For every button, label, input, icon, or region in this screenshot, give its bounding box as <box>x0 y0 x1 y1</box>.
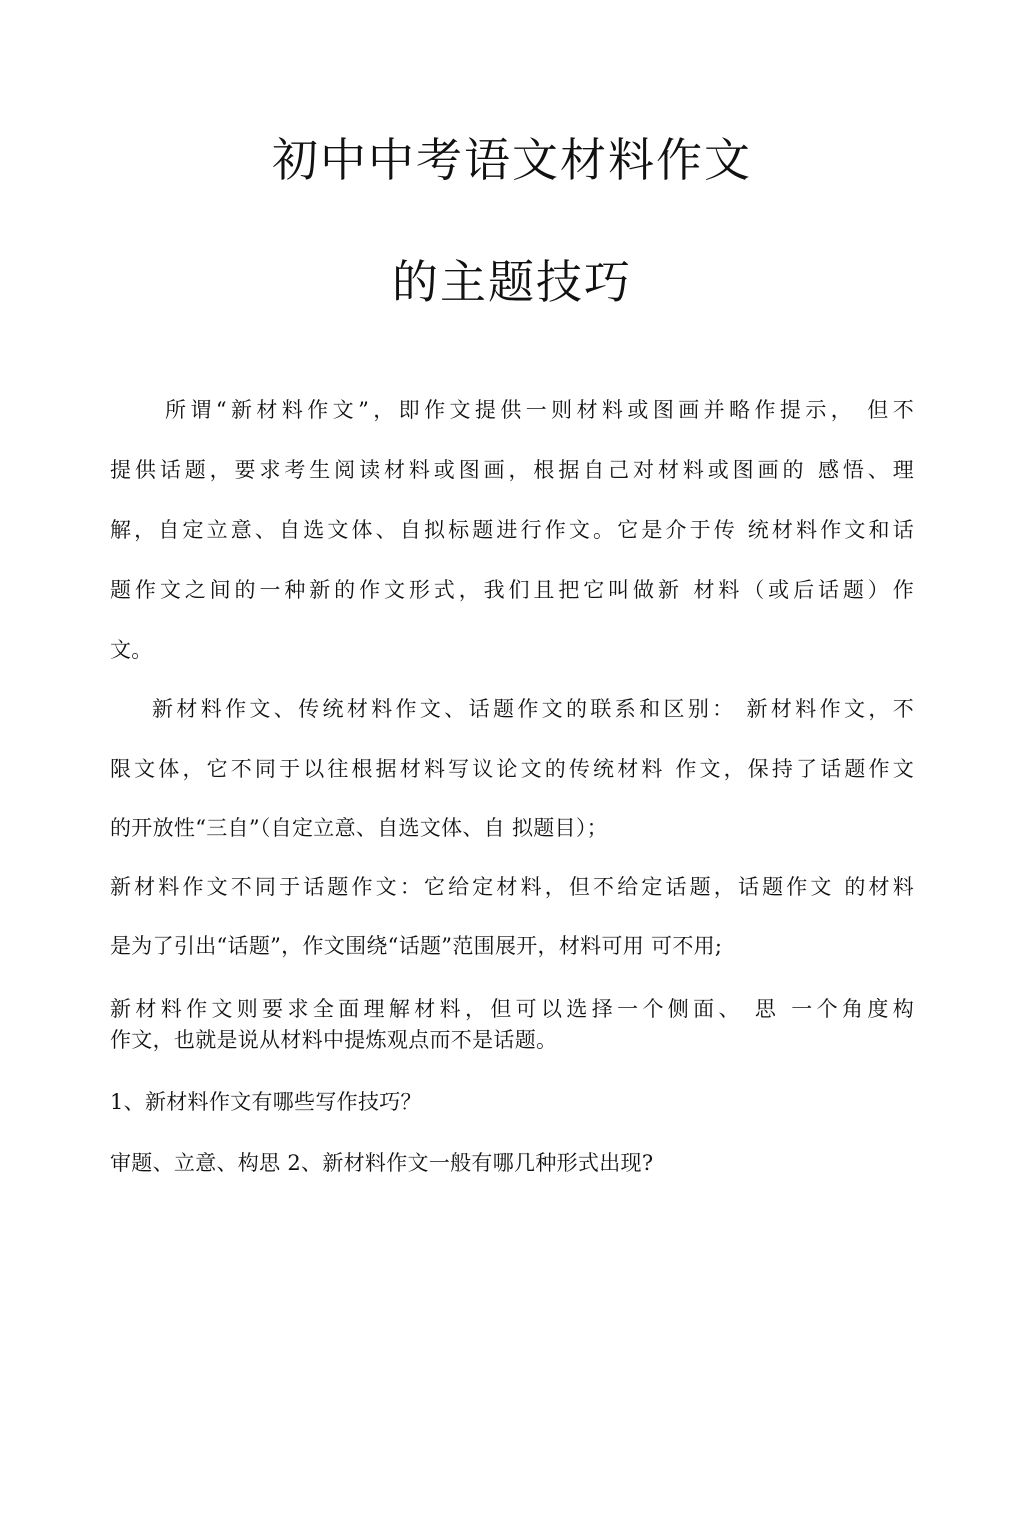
text-line: 所谓“新材料作文”，即作文提供一则材料或图画并略作提示， 但不 <box>165 398 914 422</box>
text-line: 新材料作文不同于话题作文：它给定材料，但不给定话题，话题作文 的材料 <box>110 875 914 899</box>
text-line: 题作文之间的一种新的作文形式，我们且把它叫做新 材料（或后话题）作 <box>110 578 914 602</box>
page-title-line-2: 的主题技巧 <box>392 255 632 309</box>
question-1: 1、新材料作文有哪些写作技巧？ <box>110 1090 422 1114</box>
text-line: 新材料作文、传统材料作文、话题作文的联系和区别： 新材料作文，不 <box>152 697 914 721</box>
text-line: 限文体，它不同于以往根据材料写议论文的传统材料 作文，保持了话题作文 <box>110 757 914 781</box>
question-2: 审题、立意、构思 2、新材料作文一般有哪几种形式出现? <box>110 1151 654 1175</box>
page-title-line-1: 初中中考语文材料作文 <box>272 133 752 187</box>
text-line: 新材料作文则要求全面理解材料，但可以选择一个侧面、 思 一个角度构 <box>110 997 914 1021</box>
text-line: 作文，也就是说从材料中提炼观点而不是话题。 <box>110 1028 558 1052</box>
text-line: 的开放性“三自”（自定立意、自选文体、自 拟题目）； <box>110 816 608 840</box>
text-line: 是为了引出“话题”，作文围绕“话题”范围展开，材料可用 可不用; <box>110 934 723 958</box>
text-line: 提供话题，要求考生阅读材料或图画，根据自己对材料或图画的 感悟、理 <box>110 458 914 482</box>
text-line: 解，自定立意、自选文体、自拟标题进行作文。它是介于传 统材料作文和话 <box>110 518 914 542</box>
text-line: 文。 <box>110 638 153 662</box>
